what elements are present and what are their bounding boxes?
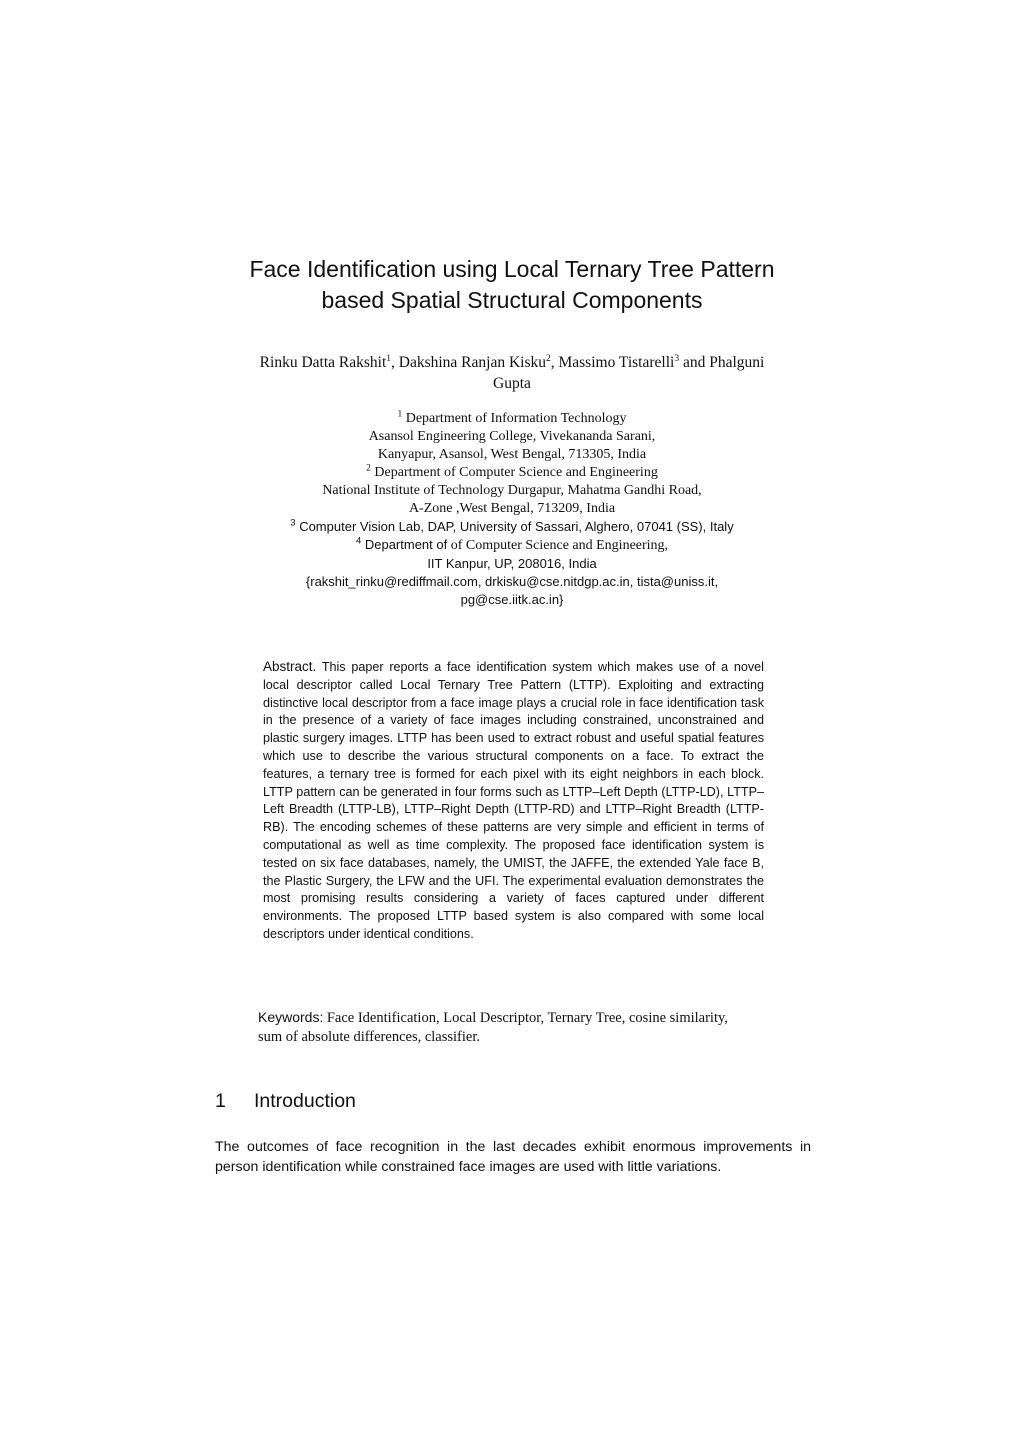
author-affil-mark: 1: [386, 353, 391, 364]
introduction-paragraph: The outcomes of face recognition in the last decades exhibit enormous improvements in person identification while constrained face images are used with little variations.: [215, 1139, 811, 1175]
email-list-line-2: pg@cse.iitk.ac.in}: [460, 592, 564, 607]
title-line-1: Face Identification using Local Ternary Tree Pattern: [249, 256, 775, 282]
author-separator: ,: [391, 354, 399, 371]
affiliation-4-line-2: IIT Kanpur, UP, 208016, India: [427, 556, 597, 571]
keywords: [258, 1008, 728, 1047]
abstract-label: Abstract.: [263, 659, 317, 674]
keywords-list: Face Identification, Local Descriptor, Ternary Tree, cosine similarity, sum of absolute differences, classifier.: [258, 1010, 728, 1045]
keywords-label: Keywords:: [258, 1009, 324, 1025]
section-title: Introduction: [254, 1090, 356, 1112]
abstract-body: This paper reports a face identification system which makes use of a novel local descriptor called Local Ternary Tree Pattern (LTTP). Exploiting and extracting distinctive local descriptor from a face image plays a crucial role in face identification task in the presence of a variety of face images including constrained, unconstrained and plastic surgery images. LTTP has been used to extract robust and useful spatial features which use to describe the various structural components on a face. To extract the features, a ternary tree is formed for each pixel with its eight neighbors in each block. LTTP pattern can be generated in four forms such as LTTP–Left Depth (LTTP-LD), LTTP–Left Breadth (LTTP-LB), LTTP–Right Depth (LTTP-RD) and LTTP–Right Breadth (LTTP-RB). The encoding schemes of these patterns are very simple and efficient in terms of computational as well as time complexity. The proposed face identification system is tested on six face databases, namely, the UMIST, the JAFFE, the extended Yale face B, the Plastic Surgery, the LFW and the UFI. The experimental evaluation demonstrates the most promising results considering a variety of faces captured under different environments. The proposed LTTP based system is also compared with some local descriptors under identical conditions.: [263, 660, 764, 941]
affil-text: Department of Computer Science and Engineering: [370, 465, 658, 480]
affil-mark: 1: [397, 409, 403, 420]
affil-text: Department of: [361, 537, 448, 552]
affiliation-2-line-1: [150, 464, 874, 482]
author-list: [200, 352, 824, 394]
title-line-2: based Spatial Structural Components: [321, 287, 703, 313]
affil-mark: 3: [290, 517, 296, 529]
affiliation-2-line-3: A-Zone ,West Bengal, 713209, India: [408, 501, 616, 516]
author-affil-mark: 2: [545, 353, 551, 364]
author-name: Dakshina Ranjan Kisku: [398, 354, 546, 371]
affiliation-1-line-3: Kanyapur, Asansol, West Bengal, 713305, India: [377, 447, 647, 462]
affiliation-1-line-1: [150, 410, 874, 428]
affil-mark: 4: [355, 535, 362, 547]
affil-mark: 2: [366, 463, 371, 474]
affil-text: Computer Vision Lab, DAP, University of Sassari, Alghero, 07041 (SS), Italy: [295, 519, 734, 534]
section-number: 1: [215, 1090, 226, 1112]
author-separator: ,: [550, 354, 559, 371]
paper-title: [120, 254, 904, 316]
affiliation-2-line-2: National Institute of Technology Durgapur, Mahatma Gandhi Road,: [322, 483, 702, 498]
author-affil-mark: 3: [674, 353, 680, 364]
affiliation-4-line-1: [150, 536, 874, 555]
affil-text: Department of Information Technology: [402, 411, 627, 426]
affiliation-3-line-1: [150, 518, 874, 536]
email-list-line-1: {rakshit_rinku@rediffmail.com, drkisku@cse.nitdgp.ac.in, tista@uniss.it,: [305, 574, 719, 589]
affil-text: of Computer Science and Engineering,: [447, 538, 669, 553]
author-name: Gupta: [493, 375, 531, 392]
abstract: [263, 658, 764, 944]
affiliation-1-line-2: Asansol Engineering College, Vivekananda Sarani,: [368, 429, 656, 444]
affiliations: [150, 410, 874, 609]
author-separator: and Phalguni: [679, 354, 765, 371]
section-heading-introduction: [215, 1088, 356, 1114]
author-name: Massimo Tistarelli: [558, 354, 675, 371]
author-name: Rinku Datta Rakshit: [259, 354, 387, 371]
